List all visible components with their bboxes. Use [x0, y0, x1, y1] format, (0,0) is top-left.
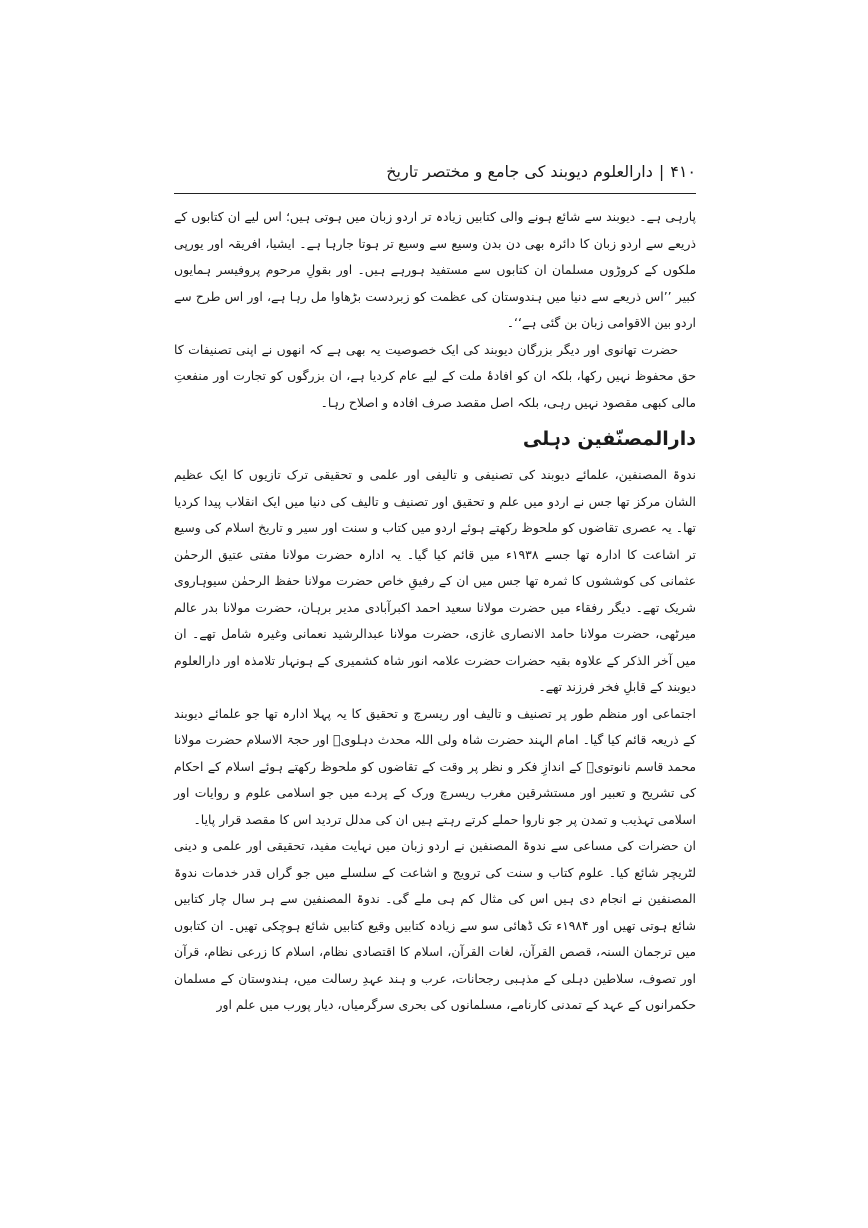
page-number: ۴۱۰ [670, 162, 696, 181]
paragraph: اجتماعی اور منظم طور پر تصنیف و تالیف اور ریسرچ و تحقیق کا یہ پہلا ادارہ تھا جو علمائے دیوبند کے ذریعہ قائم کیا گیا۔ امام الہند حضرت شاہ ولی اللہ محدث دہلویؒ اور حجۃ الاسلام حضرت مولانا محمد قاسم نانوتویؒ کے اندازِ فکر و نظر پر وقت کے تقاضوں کو ملحوظ رکھتے ہوئے اسلام کے احکام کی تشریح و تعبیر اور مستشرقین مغرب ریسرچ ورک کے پردے میں جو اسلامی علوم و روایات اور اسلامی تہذیب و تمدن پر جو ناروا حملے کرتے رہتے ہیں ان کی مدلل تردید اس کا مقصد قرار پایا۔ [174, 705, 696, 827]
paragraph: پارہی ہے۔ دیوبند سے شائع ہونے والی کتابیں زیادہ تر اردو زبان میں ہوتی ہیں؛ اس لیے ان کتابوں کے ذریعے سے اردو زبان کا دائرہ بھی دن بدن وسیع سے وسیع تر ہوتا جارہا ہے۔ ایشیا، افریقہ اور یورپی ملکوں کے کروڑوں مسلمان ان کتابوں سے مستفید ہورہے ہیں۔ اور بقولِ مرحوم پروفیسر ہمایوں کبیر ’’اس ذریعے سے دنیا میں ہندوستان کی عظمت کو زبردست بڑھاوا مل رہا ہے، اور اس طرح سے اردو بین الاقوامی زبان بن گئی ہے‘‘۔ [174, 209, 696, 330]
body-text [174, 204, 696, 1019]
header-separator: | [658, 162, 665, 181]
section-heading: دارالمصنّفین دہلی [522, 428, 696, 450]
paragraph: حضرت تھانوی اور دیگر بزرگان دیوبند کی ایک خصوصیت یہ بھی ہے کہ انھوں نے اپنی تصنیفات کا حق محفوظ نہیں رکھا، بلکہ ان کو افادۂ ملت کے لیے عام کردیا ہے، ان بزرگوں کو تجارت اور منفعتِ مالی کبھی مقصود نہیں رہی، بلکہ اصل مقصد صرف افادہ و اصلاح رہا۔ [174, 341, 696, 410]
book-title: دارالعلوم دیوبند کی جامع و مختصر تاریخ [386, 162, 653, 181]
running-header [176, 160, 696, 184]
header-rule [174, 193, 696, 194]
paragraph: ندوۃ المصنفین، علمائے دیوبند کی تصنیفی و تالیفی اور علمی و تحقیقی ترک تازیوں کا ایک عظیم الشان مرکز تھا جس نے اردو میں علم و تحقیق اور تصنیف و تالیف کی دنیا میں ایک انقلاب پیدا کردیا تھا۔ یہ عصری تقاضوں کو ملحوظ رکھتے ہوئے اردو میں کتاب و سنت اور سیر و تاریخ اسلام کی وسیع تر اشاعت کا ادارہ تھا جسے ۱۹۳۸ء میں قائم کیا گیا۔ یہ ادارہ حضرت مولانا مفتی عتیق الرحمٰن عثمانی کی کوششوں کا ثمرہ تھا جس میں ان کے رفیقِ خاص حضرت مولانا حفظ الرحمٰن سیوہاروی شریک تھے۔ دیگر رفقاء میں حضرت مولانا سعید احمد اکبرآبادی مدیر برہان، حضرت مولانا بدر عالم میرٹھی، حضرت مولانا حامد الانصاری غازی، حضرت مولانا عبدالرشید نعمانی وغیرہ شامل تھے۔ ان میں آخر الذکر کے علاوہ بقیہ حضرات حضرت علامہ انور شاہ کشمیری کے ہونہار تلامذہ اور دارالعلوم دیوبند کے قابلِ فخر فرزند تھے۔ [174, 467, 696, 694]
paragraph: ان حضرات کی مساعی سے ندوۃ المصنفین نے اردو زبان میں نہایت مفید، تحقیقی اور علمی و دینی لٹریچر شائع کیا۔ علوم کتاب و سنت کی ترویج و اشاعت کے سلسلے میں جو گراں قدر خدمات ندوۃ المصنفین نے انجام دی ہیں اس کی مثال کم ہی ملے گی۔ ندوۃ المصنفین سے ہر سال چار کتابیں شائع ہوتی تھیں اور ۱۹۸۴ء تک ڈھائی سو سے زیادہ کتابیں وقیع کتابیں شائع ہوچکی تھیں۔ ان کتابوں میں ترجمان السنہ، قصص القرآن، لغات القرآن، اسلام کا اقتصادی نظام، اسلام کا زرعی نظام، قرآن اور تصوف، سلاطین دہلی کے مذہبی رجحانات، عرب و ہند عہدِ رسالت میں، ہندوستان کے مسلمان حکمرانوں کے عہد کے تمدنی کارنامے، مسلمانوں کی بحری سرگرمیاں، دیار پورب میں علم اور [174, 838, 696, 1012]
